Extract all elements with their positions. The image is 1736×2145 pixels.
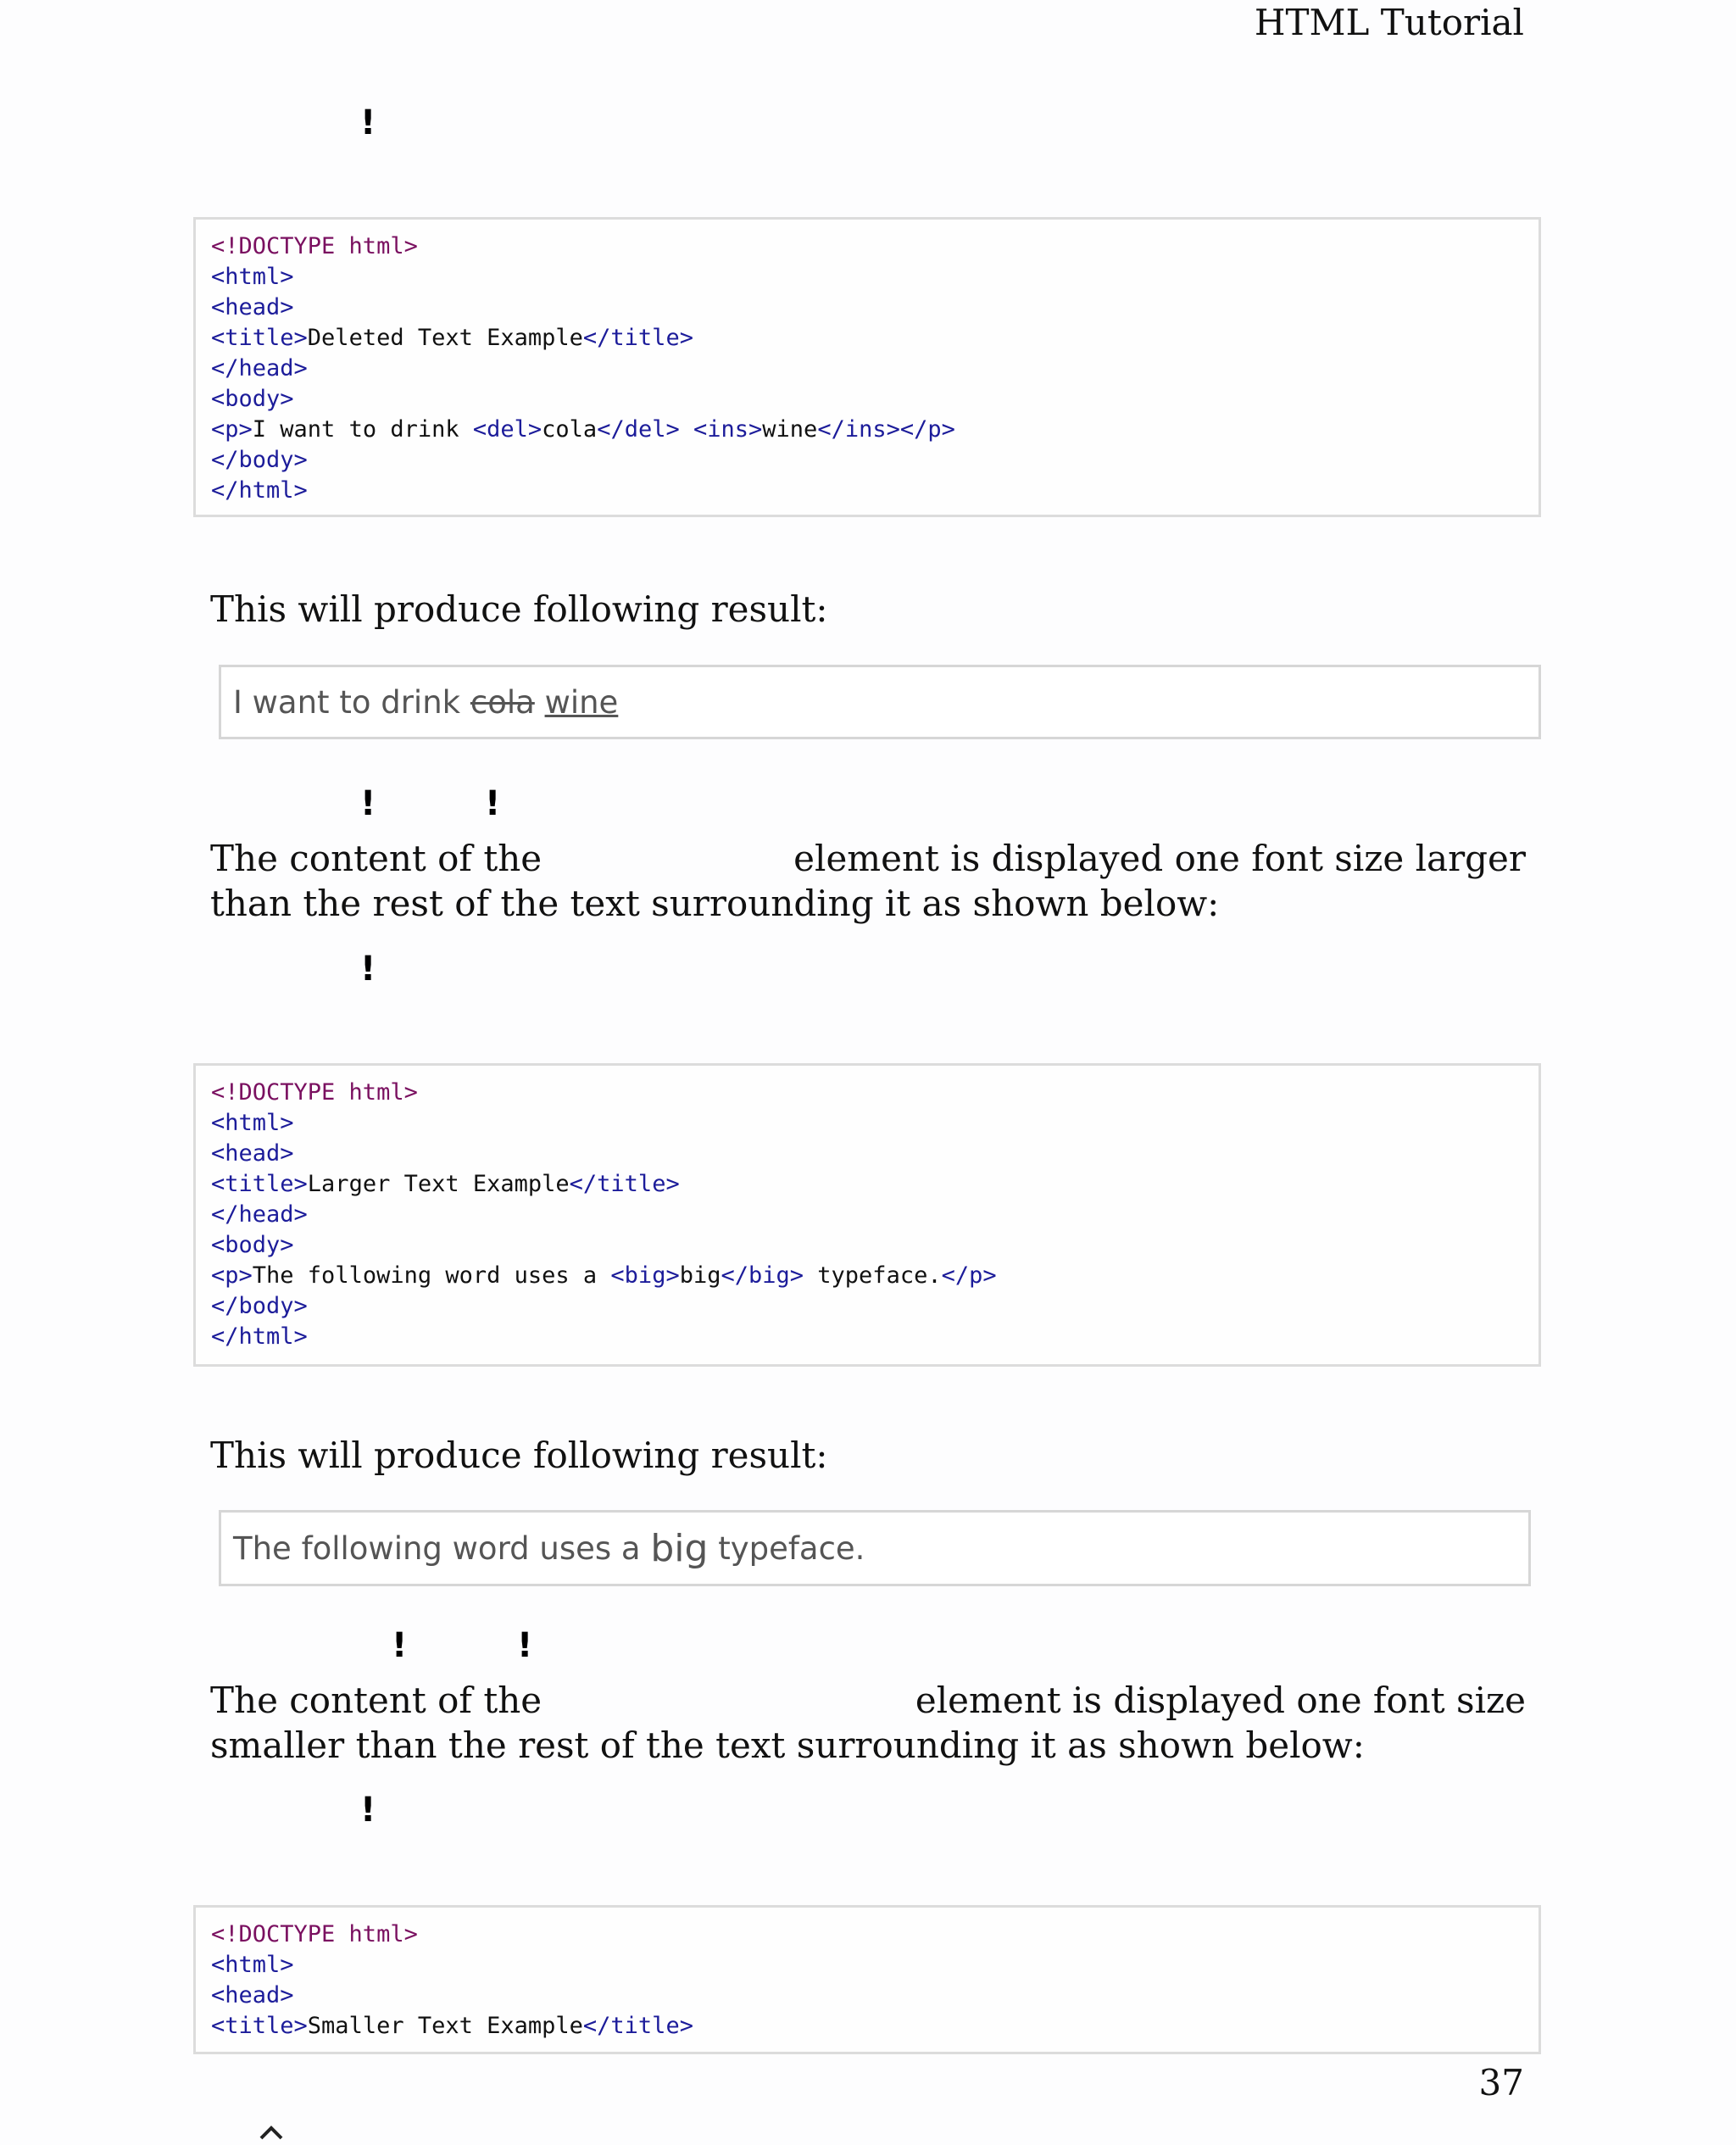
code-line: <head> (211, 1140, 294, 1167)
code-text: big (679, 1262, 721, 1289)
code-tag: <ins> (693, 416, 763, 443)
code-text: Larger Text Example (307, 1171, 570, 1197)
code-line: </html> (211, 477, 308, 504)
section-heading-mark: ! (485, 784, 501, 823)
code-tag: </p> (941, 1262, 997, 1289)
code-line: <head> (211, 294, 294, 320)
para-text: element is displayed one font size (915, 1680, 1526, 1721)
small-description-line2: smaller than the rest of the text surrounding it as shown below: (210, 1724, 1365, 1766)
code-line: </body> (211, 1293, 308, 1319)
section-heading-mark: ! (392, 1626, 408, 1665)
para-text: The content of the (210, 838, 542, 879)
code-line: <!DOCTYPE html> (211, 1921, 418, 1947)
code-line (211, 2011, 1523, 2042)
code-line: </head> (211, 1201, 308, 1228)
code-tag: </title> (569, 1171, 680, 1197)
code-tag: </title> (582, 2013, 693, 2039)
code-tag: <p> (211, 1262, 253, 1289)
code-tag: </title> (582, 325, 693, 351)
result-output-larger-text (219, 1510, 1531, 1586)
result-deleted-word: cola (470, 683, 535, 721)
code-tag: <big> (610, 1262, 680, 1289)
code-block-smaller-text (193, 1905, 1541, 2054)
code-line: <html> (211, 1952, 294, 1978)
code-text: Smaller Text Example (307, 2013, 583, 2039)
code-line (211, 415, 1523, 445)
result-text: The following word uses a (233, 1529, 651, 1567)
code-line (211, 323, 1523, 354)
code-line: <body> (211, 386, 294, 412)
code-block-larger-text (193, 1063, 1541, 1367)
result-inserted-word: wine (544, 683, 619, 721)
chevron-up-icon (259, 2120, 284, 2145)
result-big-word: big (650, 1526, 709, 1570)
code-text: The following word uses a (252, 1262, 611, 1289)
code-line: </head> (211, 355, 308, 382)
code-text: I want to drink (252, 416, 473, 443)
code-line: <!DOCTYPE html> (211, 233, 418, 259)
example-heading-mark: ! (360, 1791, 376, 1830)
page-header-title: HTML Tutorial (1254, 2, 1524, 43)
code-tag: <p> (211, 416, 253, 443)
code-line: <head> (211, 1982, 294, 2008)
code-text: cola (542, 416, 598, 443)
result-text: typeface. (708, 1529, 865, 1567)
code-line (211, 1261, 1523, 1291)
para-text: element is displayed one font size larger (793, 838, 1526, 879)
code-text: Deleted Text Example (307, 325, 583, 351)
result-text: I want to drink (233, 683, 470, 721)
result-output-deleted-text (219, 665, 1541, 739)
code-tag: </big> (721, 1262, 804, 1289)
code-block-deleted-text (193, 217, 1541, 517)
code-tag: </del> (597, 416, 680, 443)
code-space (680, 416, 693, 443)
code-line: </body> (211, 447, 308, 473)
para-text: The content of the (210, 1680, 542, 1721)
code-line: </html> (211, 1323, 308, 1350)
code-line: <html> (211, 1110, 294, 1136)
code-tag: </p> (899, 416, 955, 443)
code-tag: <title> (211, 2013, 308, 2039)
code-tag: <del> (472, 416, 542, 443)
example-heading-mark: ! (360, 950, 376, 989)
code-line (211, 1169, 1523, 1200)
code-line: <html> (211, 264, 294, 290)
example-heading-mark: ! (360, 103, 376, 142)
code-tag: <title> (211, 325, 308, 351)
code-tag: </ins> (817, 416, 900, 443)
code-line: <!DOCTYPE html> (211, 1079, 418, 1106)
section-heading-mark: ! (517, 1626, 533, 1665)
code-text: wine (762, 416, 818, 443)
code-text: typeface. (804, 1262, 942, 1289)
result-intro-text: This will produce following result: (210, 588, 828, 630)
page-number: 37 (1478, 2062, 1524, 2103)
code-line: <body> (211, 1232, 294, 1258)
result-intro-text: This will produce following result: (210, 1435, 828, 1476)
big-description-line2: than the rest of the text surrounding it as shown below: (210, 883, 1220, 924)
section-heading-mark: ! (360, 784, 376, 823)
code-tag: <title> (211, 1171, 308, 1197)
